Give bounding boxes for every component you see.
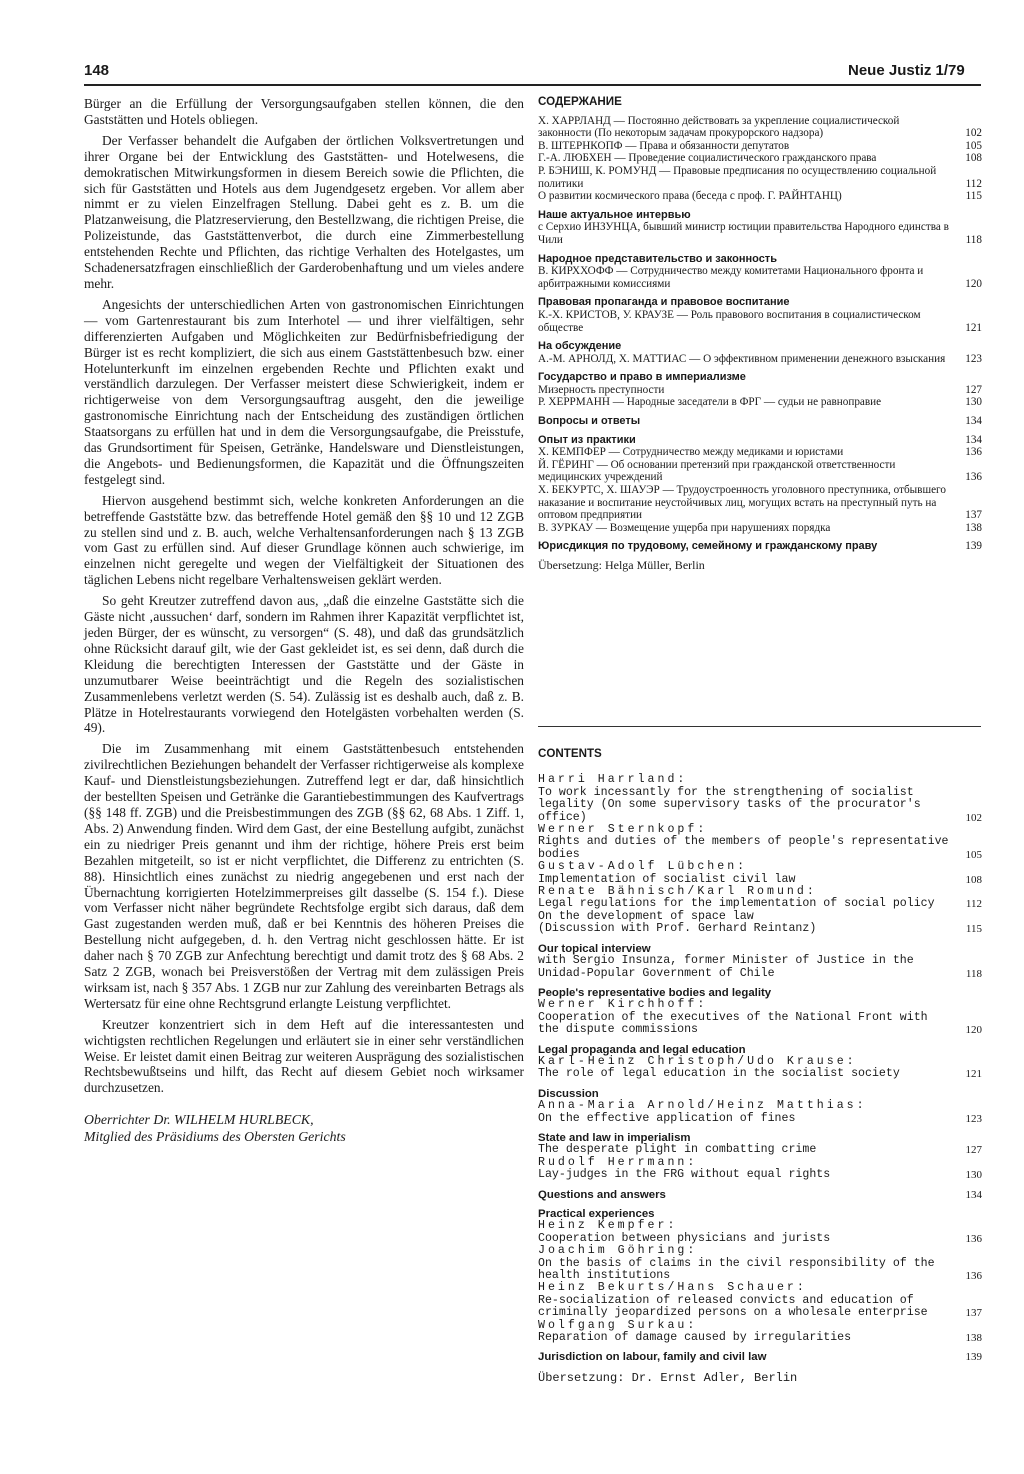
toc-entry-title: О развитии космического права (беседа с проф. Г. РАЙНТАНЦ) [538,190,842,203]
toc-section-title: Discussion [538,1087,599,1100]
header-rule [84,84,981,86]
toc-entry-title: (Discussion with Prof. Gerhard Reintanz) [538,922,817,936]
toc-entry-title: Renate Bähnisch/Karl Romund: [538,885,817,899]
toc-entry [538,1113,982,1125]
toc-section [538,415,982,428]
toc-entry-title: В. ШТЕРНКОПФ — Права и обязанности депутатов [538,139,790,152]
toc-page-number: 138 [965,1332,982,1345]
toc-entry-title: Х. КЕМПФЕР — Сотрудничество между медиками и юристами [538,446,844,459]
toc-entry [538,1189,982,1201]
toc-entry [538,1068,982,1080]
toc-section-title: People's representative bodies and legality [538,986,772,999]
toc-entry-title: В. КИРХХОФФ — Сотрудничество между комитетами Национального фронта и арбитражными комиссиями [538,265,924,290]
toc-entry-title: Heinz Kempfer: [538,1219,678,1233]
toc-section-title: Practical experiences [538,1208,655,1220]
toc-entry [538,190,982,203]
toc-section [538,253,982,291]
toc-entry [538,152,982,165]
journal-title: Neue Justiz 1/79 [848,62,965,79]
toc-entry [538,955,982,980]
toc-section [538,434,982,535]
toc-entry-title: Г.-А. ЛЮБХЕН — Проведение социалистического гражданского права [538,152,877,165]
toc-section [538,943,982,980]
toc-section [538,987,982,1037]
signature-author: Oberrichter Dr. WILHELM HURLBECK, [84,1112,314,1128]
toc-entry [538,522,982,535]
toc-entry [538,309,982,334]
toc-entry-title: Jurisdiction on labour, family and civil law [538,1351,767,1364]
signature-affiliation: Mitglied des Präsidiums des Obersten Gerichts [84,1129,346,1145]
toc-entry [538,384,982,397]
toc-entry-title: Werner Sternkopf: [538,823,708,837]
toc-section-title-row [538,434,982,447]
toc-entry-title: Harri Harrland: [538,773,688,787]
toc-entry-title: Rudolf Herrmann: [538,1155,698,1169]
toc-entry-title: Joachim Göhring: [538,1244,698,1258]
toc-entry [538,165,982,190]
toc-entry [538,353,982,366]
toc-entry [538,1220,982,1232]
toc-section [538,1208,982,1344]
toc-page-number: 130 [965,1169,982,1182]
toc-page-number: 137 [965,509,982,522]
toc-page-number: 120 [965,1024,982,1037]
toc-section [538,115,982,203]
toc-entry-title: Werner Kirchhoff: [538,998,708,1012]
toc-page-number: 139 [965,540,982,553]
toc-section-title: Наше актуальное интервью [538,208,691,221]
toc-entry [538,1295,982,1320]
toc-page-number: 136 [965,471,982,484]
toc-section [538,371,982,409]
toc-english-heading: CONTENTS [538,747,602,760]
article-paragraph: Hiervon ausgehend bestimmt sich, welche konkreten Anforderungen an die betreffende Gaststätte bzw. das betreffende Hotel gemäß den §§ 10 und 12 ZGB zu stellen sind und z. B. auch, welche Verhaltensanforderungen nach § 13 ZGB vom Gast zu erfüllen sind. Auf dieser Grundlage können auch schwierige, im einzelnen nicht geregelte und wegen der Vielfältigkeit der Situationen des täglichen Lebens nicht regelbare Verhaltensweisen geklärt werden. [84,492,524,588]
toc-entry-title: Х. БЕКУРТС, Х. ШАУЭР — Трудоустроенность уголовного преступника, отбывшего наказание и воспитание неустойчивых лиц, могущих встать на преступный путь на оптовом предприятии [538,484,946,522]
toc-page-number: 105 [965,848,982,861]
toc-entry [538,1245,982,1257]
toc-entry-title: On the basis of claims in the civil responsibility of the health institutions [538,1256,935,1283]
toc-entry [538,861,982,873]
toc-section [538,1351,982,1363]
toc-russian-heading: СОДЕРЖАНИЕ [538,95,622,108]
toc-entry-title: Wolfgang Surkau: [538,1318,698,1332]
toc-entry [538,898,982,910]
toc-entry [538,459,982,484]
toc-page-number: 108 [965,873,982,886]
toc-entry-title: с Серхио ИНЗУНЦА, бывший министр юстиции правительства Народного единства в Чили [538,221,949,246]
toc-page-number: 136 [965,1270,982,1283]
toc-page-number: 127 [965,383,982,396]
toc-section [538,296,982,334]
toc-entry-title: Legal regulations for the implementation of social policy [538,897,935,911]
toc-section [538,1189,982,1201]
toc-entry [538,1332,982,1344]
toc-section-title: Правовая пропаганда и правовое воспитание [538,296,790,309]
article-column [84,96,524,1145]
toc-page-number: 134 [965,1188,982,1201]
toc-entry [538,1258,982,1283]
toc-russian-sections [538,115,982,553]
toc-page-number: 134 [965,415,982,428]
toc-entry-title: Re-socialization of released convicts and education of criminally jeopardized persons on a wholesale enterprise [538,1293,928,1320]
section-divider [538,726,981,727]
toc-english [538,748,982,1384]
toc-entry-title: Cooperation between physicians and jurists [538,1231,831,1245]
toc-entry [538,484,982,522]
toc-entry-title: Cooperation of the executives of the National Front with the dispute commissions [538,1010,928,1037]
article-paragraph: So geht Kreutzer zutreffend davon aus, „daß die einzelne Gaststätte sich die Gäste nicht ‚aussuchen‘ darf, sondern im Rahmen ihrer Kapazität verpflichtet ist, jeden Bürger, der es wünscht, zu versorgen“ (S. 48), und daß das grundsätzlich ohne Rücksicht darauf gilt, wie der Gast gekleidet ist, es sei denn, daß durch die Kleidung die berechtigten Interessen der Gaststätte und der Gäste in unzumutbarer Weise beeinträchtigt und die Regeln des sozialistischen Zusammenlebens verletzt werden (S. 54). Zulässig ist es deshalb auch, daß z. B. Plätze in Hotelrestaurants vorwiegend den Hotelgästen vorbehalten werden (S. 49). [84,593,524,736]
toc-entry-title: Р. ХЕРРМАНН — Народные заседатели в ФРГ — судьи не равноправие [538,396,882,409]
toc-page-number: 112 [965,177,982,190]
toc-entry-title: On the effective application of fines [538,1111,796,1125]
toc-section [538,774,982,935]
toc-entry-title: В. ЗУРКАУ — Возмещение ущерба при нарушениях порядка [538,521,831,534]
toc-entry [538,999,982,1011]
page-number: 148 [84,62,110,79]
toc-section [538,1132,982,1182]
toc-entry [538,1282,982,1294]
toc-entry-title: К.-Х. КРИСТОВ, У. КРАУЗЕ — Роль правового воспитания в социалистическом обществе [538,308,921,334]
toc-page-number: 127 [965,1144,982,1157]
toc-entry-title: Rights and duties of the members of people's representative bodies [538,835,949,861]
toc-page-number: 112 [965,898,982,911]
toc-section-title: На обсуждение [538,340,622,353]
toc-page-number: 136 [965,446,982,459]
toc-page-number: 138 [965,521,982,534]
toc-entry [538,787,982,824]
toc-entry-title: А.-М. АРНОЛД, Х. МАТТИАС — О эффективном применении денежного взыскания [538,352,946,365]
toc-entry-title: Вопросы и ответы [538,415,641,428]
review-signature [84,1111,524,1145]
toc-entry-title: Questions and answers [538,1188,666,1201]
toc-page-number: 118 [965,233,982,246]
toc-entry [538,221,982,246]
toc-english-sections [538,774,982,1363]
toc-entry [538,1169,982,1181]
toc-section-title: Народное представительство и законность [538,252,777,265]
toc-section-title: State and law in imperialism [538,1131,691,1144]
toc-page-number: 139 [965,1351,982,1364]
toc-section-title-row [538,340,982,353]
toc-entry [538,836,982,861]
toc-page-number: 130 [965,396,982,409]
toc-section [538,1088,982,1125]
toc-entry [538,396,982,409]
toc-entry-title: To work incessantly for the strengthening of socialist legality (On some supervisory tasks of the procurator's office) [538,785,921,824]
toc-entry [538,1351,982,1363]
toc-entry-title: Юрисдикция по трудовому, семейному и гражданскому праву [538,540,878,553]
toc-entry [538,115,982,140]
toc-section [538,209,982,247]
toc-page-number: 115 [965,190,982,203]
toc-entry-title: On the development of space law [538,909,754,923]
toc-page-number: 105 [965,139,982,152]
toc-section-title: Our topical interview [538,942,651,955]
toc-section-title-row [538,253,982,266]
toc-entry-title: Heinz Bekurts/Hans Schauer: [538,1281,807,1295]
toc-entry [538,540,982,553]
toc-page-number: 115 [965,923,982,936]
toc-entry-title: Й. ГЁРИНГ — Об основании претензий при гражданской ответственности медицинских учреждений [538,458,896,484]
toc-entry-title: Karl-Heinz Christoph/Udo Krause: [538,1054,857,1068]
toc-entry-title: Reparation of damage caused by irregularities [538,1331,852,1345]
toc-entry [538,923,982,935]
toc-page-number: 121 [965,321,982,334]
toc-english-translator: Übersetzung: Dr. Ernst Adler, Berlin [538,1370,798,1385]
toc-entry-title: Gustav-Adolf Lübchen: [538,860,748,874]
toc-page-number: 137 [965,1307,982,1320]
toc-entry [538,774,982,786]
toc-entry [538,1012,982,1037]
toc-entry-title: Lay-judges in the FRG without equal rights [538,1168,831,1182]
toc-entry [538,446,982,459]
toc-page-number: 118 [965,967,982,980]
article-paragraph: Kreutzer konzentriert sich in dem Heft auf die interessantesten und wichtigsten rechtlichen Regelungen und erläutert sie in einer sehr verständlichen Weise. Er leistet damit einen Beitrag zur weiteren Ausprägung des sozialistischen Rechtsbewußtseins und hilft, das Recht auf diesem Gebiet noch wirksamer durchzusetzen. [84,1016,524,1096]
article-paragraph: Die im Zusammenhang mit einem Gaststättenbesuch entstehenden zivilrechtlichen Beziehungen behandelt der Verfasser richtigerweise als komplexe Kauf- und Dienstleistungsbeziehungen. Zutreffend legt er dar, daß hinsichtlich der bestellten Speisen und Getränke die Garantiebestimmungen des Kaufvertrags (§§ 148 ff. ZGB) und die Preisbestimmungen des ZGB (§§ 62, 68 Abs. 1 Ziff. 1, Abs. 2) Anwendung finden. Wird dem Gast, der eine Bestellung aufgibt, zunächst ein zu niedriger Preis genannt und ihm der richtige, höhere Preis erst beim Bezahlen mitgeteilt, so ist er nicht verpflichtet, die Differenz zu entrichten (S. 88). Hinsichtlich eines zunächst zu niedrig angegebenen und erst nach der Übernachtung korrigierten Hotelzimmerpreises gilt dasselbe (S. 154 f.). Diese vom Verfasser nicht näher begründete Rechtsfolge ergibt sich daraus, daß dem Gast zugestanden werden muß, daß er bei Kenntnis des höheren Preises die Bestellung nicht aufgegeben, d. h. den Vertrag nicht geschlossen hätte. Er ist daher nach § 70 ZGB zur Anfechtung berechtigt und damit trotz des § 68 Abs. 2 Satz 2 ZGB, wonach bei Preisverstößen der Vertrag mit dem zulässigen Preis wirksam ist, nach § 357 Abs. 1 ZGB nur zur Zahlung des vereinbarten Betrags als Wertersatz für eine ohne Rechtsgrund erlangte Leistung verpflichtet. [84,741,524,1011]
toc-entry [538,415,982,428]
toc-section [538,340,982,365]
toc-entry [538,1100,982,1112]
toc-entry-title: The desperate plight in combatting crime [538,1143,817,1157]
article-paragraph: Bürger an die Erfüllung der Versorgungsaufgaben stellen können, die den Gaststätten und Hotels obliegen. [84,96,524,127]
toc-section-title: Государство и право в империализме [538,371,746,384]
toc-page-number: 102 [965,811,982,824]
toc-section-title-row [538,209,982,222]
toc-entry-title: Х. ХАРРЛАНД — Постоянно действовать за укрепление социалистической законности (По некоторым задачам прокурорского надзора) [538,114,900,140]
toc-section [538,540,982,553]
article-paragraph: Angesichts der unterschiedlichen Arten von gastronomischen Einrichtungen — vom Gartenrestaurant bis zum Interhotel — und ihrer vielfältigen, sehr differenzierten Aufgaben und Möglichkeiten zur Bedürfnisbefriedigung der Bürger ist es recht kompliziert, die sich aus einem Gaststättenbesuch bzw. einer Hotelunterkunft im einzelnen ergebenden Rechte und Pflichten exakt und verständlich darzulegen. Der Verfasser meistert diese Schwierigkeit, indem er richtigerweise von dem Versorgungsauftrag ausgeht, den die jeweilige gastronomische Einrichtung nach der Entscheidung des zuständigen örtlichen Staatsorgans zu erfüllen hat und in dem die Versorgungsaufgabe, die Preisstufe, das Grundsortiment für Speisen, Getränke, Handelsware und Dienstleistungen, die Angebots- und Bedienungsformen, die Kapazität und die Öffnungszeiten festgelegt sind. [84,296,524,487]
toc-section-title-row [538,296,982,309]
toc-entry-title: with Sergio Insunza, former Minister of Justice in the Unidad-Popular Government of Chile [538,954,914,980]
toc-page-number: 123 [965,1112,982,1125]
toc-page-number: 136 [965,1232,982,1245]
toc-page-number: 108 [965,152,982,165]
toc-section [538,1044,982,1081]
toc-entry [538,1144,982,1156]
toc-page-number: 102 [965,127,982,140]
toc-page-number: 134 [965,433,982,446]
toc-section-title: Опыт из практики [538,433,636,446]
toc-entry-title: The role of legal education in the socialist society [538,1067,900,1081]
toc-entry-title: Р. БЭНИШ, К. РОМУНД — Правовые предписания по осуществлению социальной политики [538,164,937,190]
toc-entry [538,140,982,153]
toc-entry-title: Anna-Maria Arnold/Heinz Matthias: [538,1099,867,1113]
toc-entry-title: Мизерность преступности [538,383,665,396]
article-paragraph: Der Verfasser behandelt die Aufgaben der örtlichen Volksvertretungen und ihrer Organe bei der Entwicklung des Gaststätten- und Hotelwesens, die demokratischen Mitwirkungsformen in diesem Bereich sowie die Pflichten, die sich für Gaststätten und Hotels aus dem Jugendgesetz ergeben. Vor allem aber nimmt er zu vielen Einzelfragen Stellung. Dabei geht es z. B. um die Platzanweisung, die Platzreservierung, den Bestellzwang, die richtigen Preise, die Polizeistunde, das Gaststättenverbot, die durch eine Zimmerbestellung entstehenden Rechte und Pflichten, das richtige Verhalten des Hotelgastes, um Schadenersatzfragen einschließlich der Garderobenhaftung und um vieles andere mehr. [84,132,524,291]
toc-entry-title: Implementation of socialist civil law [538,872,796,886]
toc-page-number: 120 [965,277,982,290]
toc-section-title-row [538,371,982,384]
toc-section-title: Legal propaganda and legal education [538,1043,746,1056]
toc-page-number: 123 [965,352,982,365]
toc-russian-translator: Übersetzung: Helga Müller, Berlin [538,558,705,572]
toc-page-number: 121 [965,1068,982,1081]
toc-russian [538,96,982,572]
toc-entry [538,265,982,290]
